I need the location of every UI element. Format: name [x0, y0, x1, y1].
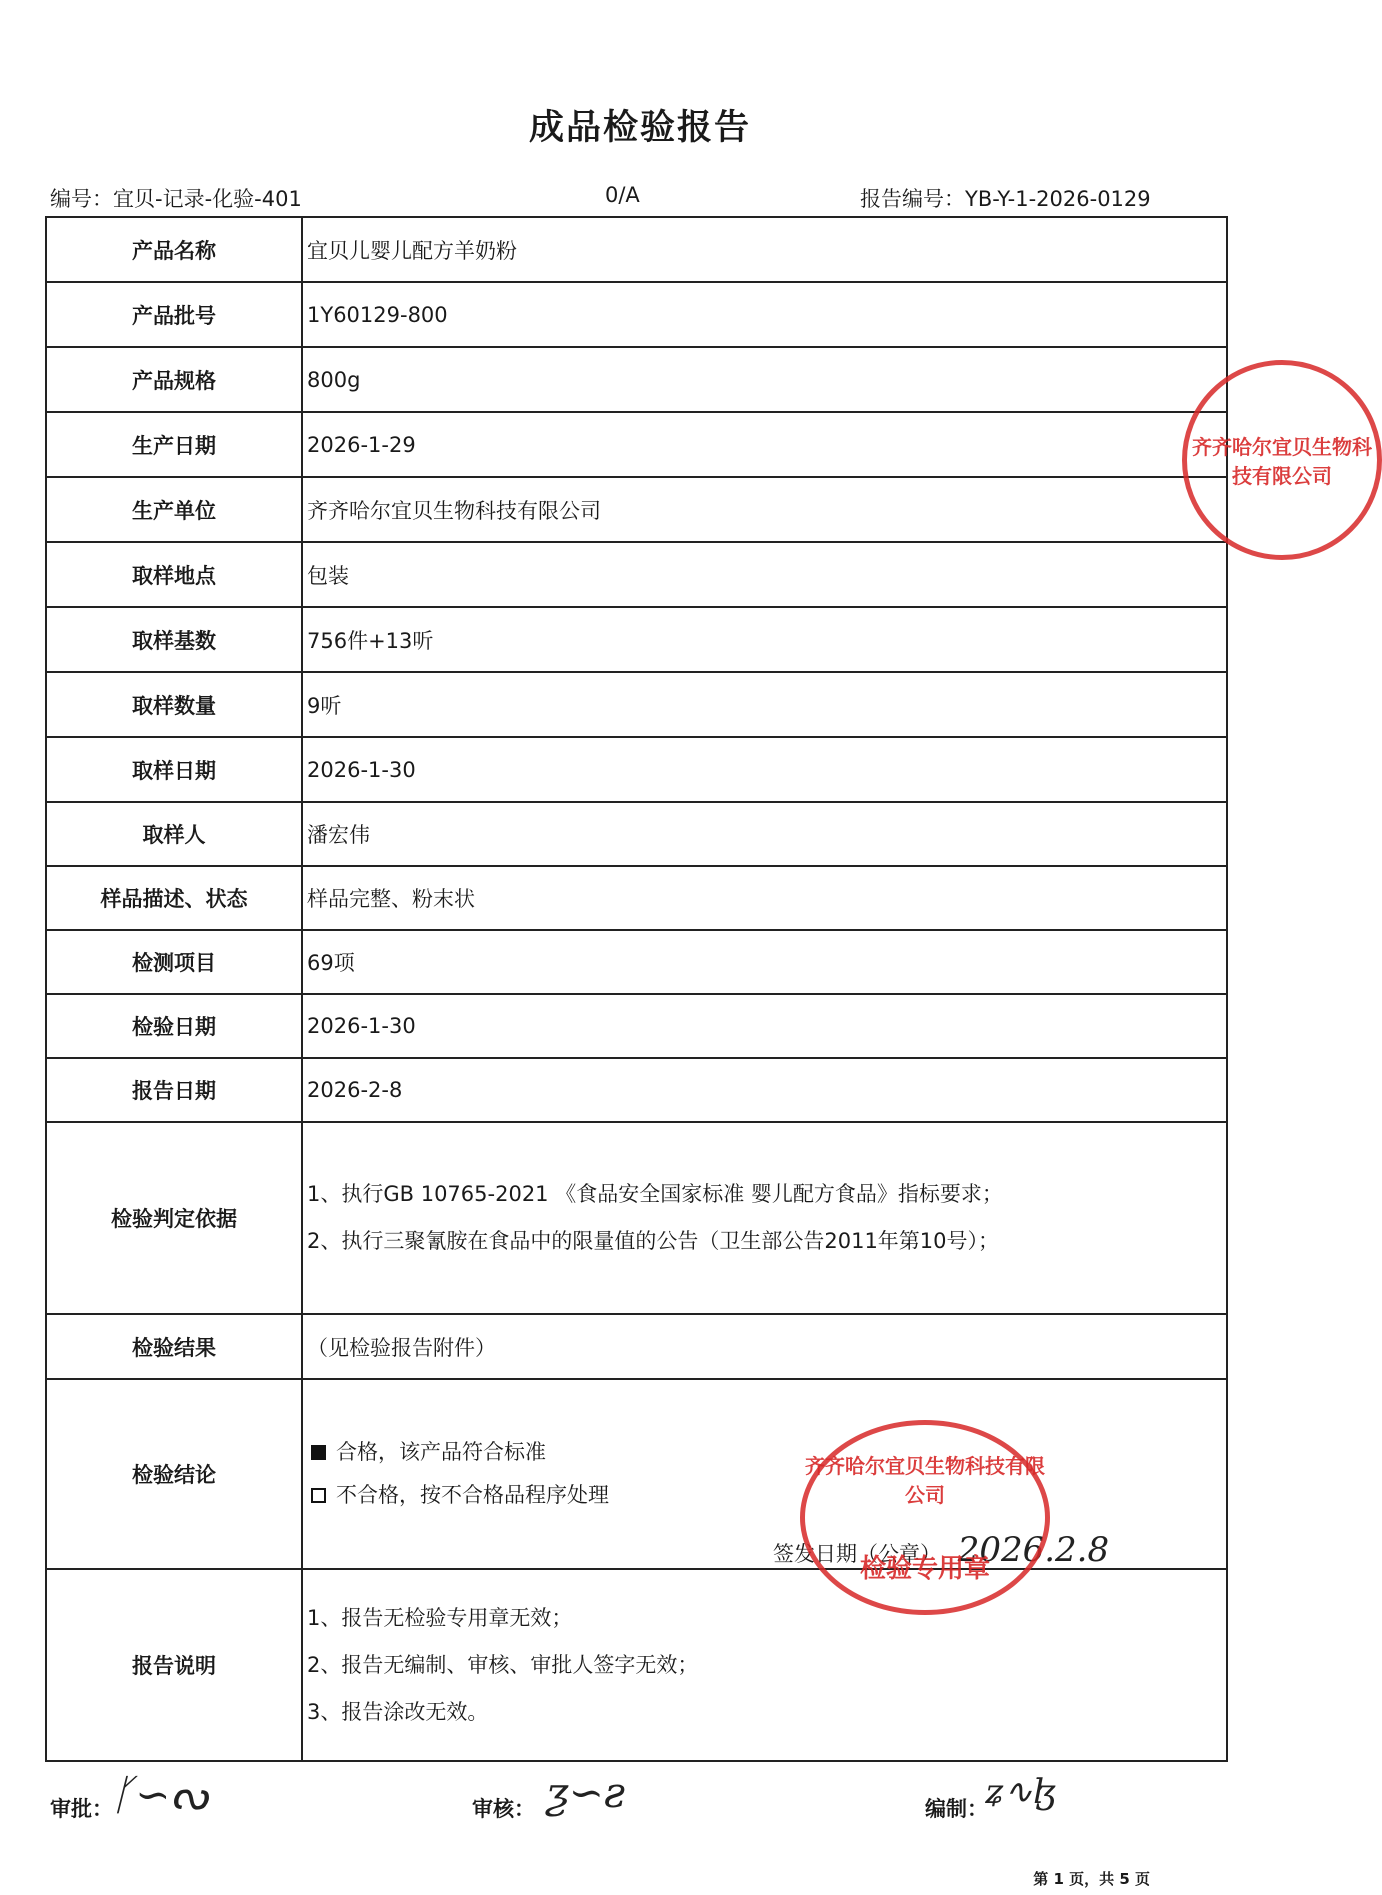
unchecked-box-icon [311, 1488, 326, 1503]
row-value: 潘宏伟 [302, 802, 1227, 866]
checked-box-icon [311, 1445, 326, 1460]
report-title: 成品检验报告 [528, 108, 751, 148]
page-footer: 第 1 页，共 5 页 [1033, 1870, 1150, 1888]
notes-line-1: 1、报告无检验专用章无效； [307, 1605, 573, 1630]
report-number-label: 报告编号： [860, 187, 965, 211]
row-label: 产品名称 [46, 217, 302, 282]
table-row [46, 672, 1227, 737]
notes-line-2: 2、报告无编制、审核、审批人签字无效； [307, 1652, 699, 1677]
preparer-signature: ʑ∿ɮ [985, 1772, 1057, 1812]
table-row [46, 412, 1227, 477]
report-number-value: YB-Y-1-2026-0129 [965, 187, 1151, 211]
basis-content [302, 1122, 1227, 1314]
table-row [46, 737, 1227, 802]
row-label: 取样基数 [46, 607, 302, 672]
basis-line-2: 2、执行三聚氰胺在食品中的限量值的公告（卫生部公告2011年第10号）； [307, 1229, 1000, 1253]
inspection-seal-stamp [800, 1420, 1050, 1615]
conclusion-label: 检验结论 [46, 1379, 302, 1569]
table-row [46, 347, 1227, 412]
notes-line-3: 3、报告涂改无效。 [307, 1699, 489, 1724]
row-label: 取样日期 [46, 737, 302, 802]
approver-signature: ᚴ∽ᔓ [110, 1770, 208, 1819]
row-value: 齐齐哈尔宜贝生物科技有限公司 [302, 477, 1227, 542]
report-number [860, 183, 1151, 213]
notes-row [46, 1569, 1227, 1761]
notes-label: 报告说明 [46, 1569, 302, 1761]
seal-bottom-text: 检验专用章 [859, 1554, 990, 1584]
table-row [46, 802, 1227, 866]
notes-content [302, 1569, 1227, 1761]
row-label: 生产日期 [46, 412, 302, 477]
result-label: 检验结果 [46, 1314, 302, 1379]
row-label: 检测项目 [46, 930, 302, 994]
table-row [46, 1058, 1227, 1122]
row-value: 800g [302, 347, 1227, 412]
row-value: 69项 [302, 930, 1227, 994]
conclusion-content [302, 1379, 1227, 1569]
approver-label: 审批： [50, 1797, 113, 1821]
row-value: 2026-1-30 [302, 994, 1227, 1058]
result-row [46, 1314, 1227, 1379]
sign-date-label: 签发日期（公章） [773, 1542, 941, 1566]
row-label: 生产单位 [46, 477, 302, 542]
conclusion-row [46, 1379, 1227, 1569]
conclusion-fail-text: 不合格，按不合格品程序处理 [336, 1483, 609, 1507]
row-value: 样品完整、粉末状 [302, 866, 1227, 930]
row-label: 取样地点 [46, 542, 302, 607]
row-label: 产品规格 [46, 347, 302, 412]
table-row [46, 477, 1227, 542]
row-value: 1Y60129-800 [302, 282, 1227, 347]
seal-arc-text: 齐齐哈尔宜贝生物科技有限公司 [805, 1454, 1045, 1507]
preparer-label: 编制： [925, 1797, 988, 1821]
conclusion-pass-text: 合格，该产品符合标准 [336, 1440, 546, 1464]
table-row [46, 282, 1227, 347]
record-code-value: 宜贝-记录-化验-401 [113, 187, 302, 211]
row-value: 宜贝儿婴儿配方羊奶粉 [302, 217, 1227, 282]
record-code [50, 183, 302, 213]
row-label: 取样人 [46, 802, 302, 866]
row-label: 样品描述、状态 [46, 866, 302, 930]
row-label: 产品批号 [46, 282, 302, 347]
conclusion-pass-option [307, 1442, 1222, 1463]
table-row [46, 930, 1227, 994]
table-row [46, 866, 1227, 930]
basis-label: 检验判定依据 [46, 1122, 302, 1314]
conclusion-fail-option [307, 1485, 1222, 1506]
row-value: 2026-1-30 [302, 737, 1227, 802]
row-label: 检验日期 [46, 994, 302, 1058]
reviewer-label: 审核： [472, 1797, 535, 1821]
row-label: 报告日期 [46, 1058, 302, 1122]
table-row [46, 607, 1227, 672]
row-value: 756件+13听 [302, 607, 1227, 672]
record-code-label: 编号： [50, 187, 113, 211]
sign-date-handwritten: 2026.2.8 [957, 1530, 1110, 1570]
side-seal-stamp: 齐齐哈尔宜贝生物科技有限公司 [1182, 360, 1382, 560]
row-value: 9听 [302, 672, 1227, 737]
result-value: （见检验报告附件） [302, 1314, 1227, 1379]
row-label: 取样数量 [46, 672, 302, 737]
reviewer-signature: ƺ∽ƨ [545, 1768, 626, 1817]
table-row [46, 542, 1227, 607]
table-row [46, 217, 1227, 282]
version: 0/A [605, 183, 640, 207]
row-value: 2026-1-29 [302, 412, 1227, 477]
basis-line-1: 1、执行GB 10765-2021 《食品安全国家标准 婴儿配方食品》指标要求； [307, 1182, 1003, 1206]
row-value: 2026-2-8 [302, 1058, 1227, 1122]
basis-row [46, 1122, 1227, 1314]
table-row [46, 994, 1227, 1058]
report-table [45, 216, 1228, 1762]
row-value: 包装 [302, 542, 1227, 607]
